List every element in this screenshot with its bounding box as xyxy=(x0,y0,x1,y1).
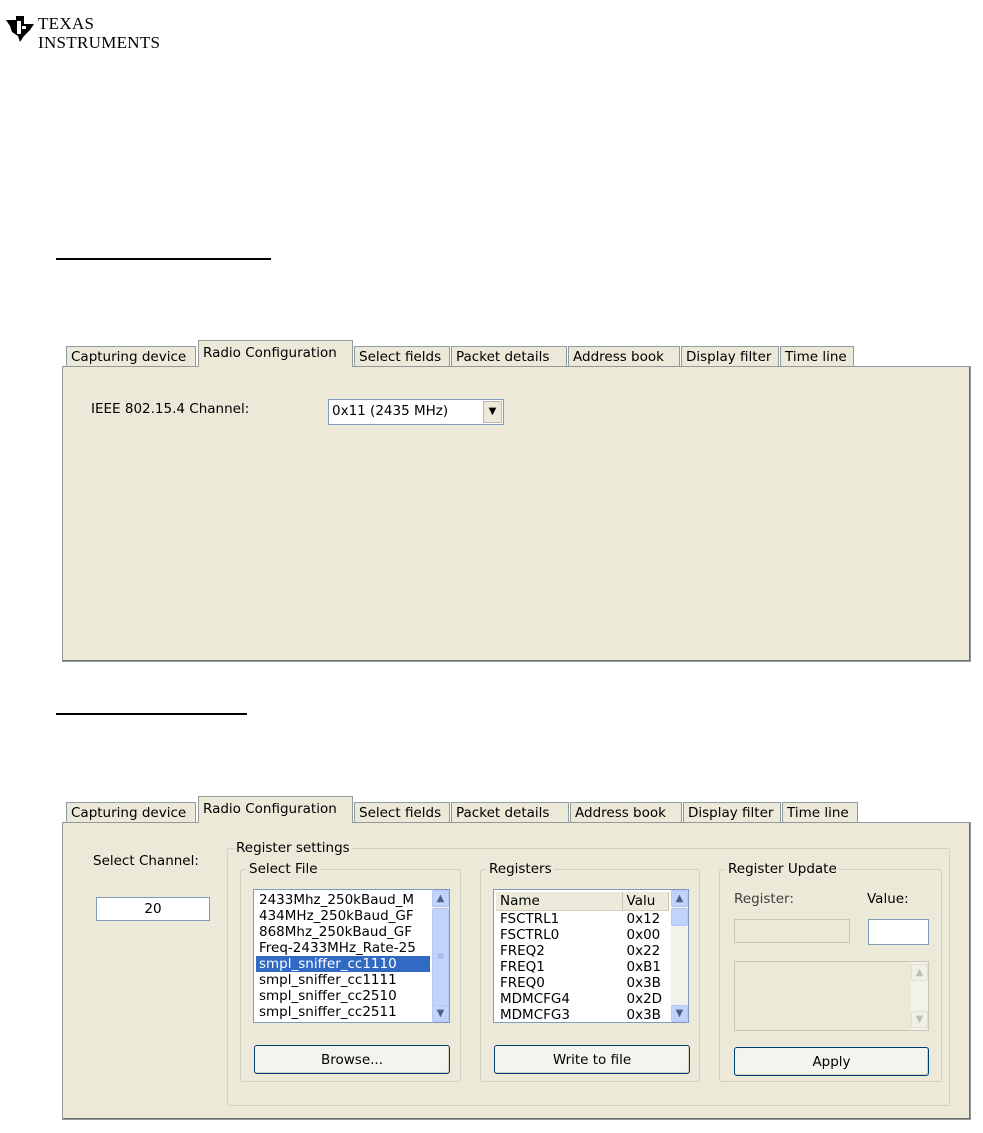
tab-address-book[interactable]: Address book xyxy=(570,802,682,822)
tab-radio-configuration[interactable]: Radio Configuration xyxy=(198,796,353,823)
registers-listview[interactable] xyxy=(493,889,689,1023)
chevron-down-icon: ▼ xyxy=(488,406,497,417)
radio-config-panel-1 xyxy=(62,366,971,662)
scroll-down-icon[interactable]: ▼ xyxy=(671,1005,688,1022)
tab-display-filter[interactable]: Display filter xyxy=(683,802,781,822)
tab-strip-2 xyxy=(64,796,884,822)
scroll-thumb[interactable]: ≡ xyxy=(432,908,449,1006)
register-value-cell: 0x3B xyxy=(626,1007,661,1023)
registers-legend: Registers xyxy=(489,861,552,877)
registers-scrollbar[interactable] xyxy=(671,890,688,1022)
scroll-up-icon: ▲ xyxy=(911,964,928,981)
register-name-cell: FREQ2 xyxy=(500,943,545,959)
logo-line-1: TEXAS xyxy=(38,14,95,33)
file-list-scrollbar[interactable] xyxy=(432,890,449,1022)
write-to-file-button[interactable]: Write to file xyxy=(494,1045,690,1074)
tab-strip-1 xyxy=(64,340,884,366)
tab-display-filter[interactable]: Display filter xyxy=(681,346,779,366)
list-item[interactable]: Freq-2433MHz_Rate-25 xyxy=(259,940,416,956)
tab-radio-configuration[interactable]: Radio Configuration xyxy=(198,340,353,367)
channel-label: IEEE 802.15.4 Channel: xyxy=(91,401,250,417)
register-value-cell: 0x12 xyxy=(626,911,661,927)
list-item[interactable]: smpl_sniffer_cc1110 xyxy=(256,956,430,972)
logo-wordmark xyxy=(38,14,160,52)
register-name-cell: FSCTRL0 xyxy=(500,927,560,943)
register-value-cell: 0x22 xyxy=(626,943,661,959)
table-row[interactable] xyxy=(496,943,669,959)
table-row[interactable] xyxy=(496,959,669,975)
logo-line-2: INSTRUMENTS xyxy=(38,33,161,52)
channel-combobox[interactable] xyxy=(328,399,504,425)
tab-time-line[interactable]: Time line xyxy=(780,346,854,366)
column-header-value[interactable]: Valu xyxy=(623,892,669,910)
tab-select-fields[interactable]: Select fields xyxy=(354,802,450,822)
table-row[interactable] xyxy=(496,1007,669,1023)
list-item[interactable]: 2433Mhz_250kBaud_M xyxy=(259,892,415,908)
registers-table xyxy=(496,892,669,1023)
register-value-cell: 0x2D xyxy=(626,991,663,1007)
scroll-down-icon[interactable]: ▼ xyxy=(432,1005,449,1022)
tab-capturing-device[interactable]: Capturing device xyxy=(66,802,196,822)
table-row[interactable] xyxy=(496,975,669,991)
registers-header xyxy=(496,892,669,911)
register-value-cell: 0xB1 xyxy=(626,959,661,975)
texas-instruments-logo xyxy=(4,10,214,55)
tab-packet-details[interactable]: Packet details xyxy=(451,802,569,822)
list-item[interactable]: smpl_sniffer_cc2510 xyxy=(259,988,397,1004)
scroll-up-icon[interactable]: ▲ xyxy=(671,890,688,907)
list-item[interactable]: smpl_sniffer_cc1111 xyxy=(259,972,397,988)
table-row[interactable] xyxy=(496,911,669,927)
register-name-cell: MDMCFG4 xyxy=(500,991,570,1007)
section-heading-underline-2 xyxy=(56,713,247,715)
registers-rows xyxy=(496,911,669,1023)
table-row[interactable] xyxy=(496,927,669,943)
register-name-cell: MDMCFG3 xyxy=(500,1007,570,1023)
register-name-cell: FREQ0 xyxy=(500,975,545,991)
select-file-legend: Select File xyxy=(249,861,318,877)
tab-packet-details[interactable]: Packet details xyxy=(451,346,567,366)
browse-button[interactable]: Browse... xyxy=(254,1045,450,1074)
apply-button[interactable]: Apply xyxy=(734,1047,929,1076)
tab-address-book[interactable]: Address book xyxy=(568,346,680,366)
ti-logo-icon xyxy=(4,14,36,44)
register-update-legend: Register Update xyxy=(728,861,837,877)
register-name-cell: FREQ1 xyxy=(500,959,545,975)
table-row[interactable] xyxy=(496,991,669,1007)
value-label: Value: xyxy=(867,891,909,907)
channel-dropdown-button[interactable] xyxy=(483,401,502,423)
list-item[interactable]: 868Mhz_250kBaud_GF xyxy=(259,924,413,940)
scroll-thumb[interactable] xyxy=(671,908,688,926)
list-item[interactable]: smpl_sniffer_cc2511 xyxy=(259,1004,397,1020)
textarea-scrollbar xyxy=(911,962,928,1030)
register-settings-legend: Register settings xyxy=(236,840,350,856)
register-name-cell: FSCTRL1 xyxy=(500,911,560,927)
channel-value: 0x11 (2435 MHz) xyxy=(332,403,449,419)
select-channel-label: Select Channel: xyxy=(93,853,199,869)
section-heading-underline-1 xyxy=(56,258,271,260)
scroll-down-icon: ▼ xyxy=(911,1011,928,1028)
register-input xyxy=(734,919,850,943)
scroll-up-icon[interactable]: ▲ xyxy=(432,890,449,907)
tab-capturing-device[interactable]: Capturing device xyxy=(66,346,196,366)
register-value-cell: 0x3B xyxy=(626,975,661,991)
select-channel-input[interactable]: 20 xyxy=(96,897,210,921)
tab-select-fields[interactable]: Select fields xyxy=(354,346,450,366)
select-file-listbox[interactable] xyxy=(253,889,450,1023)
register-value-cell: 0x00 xyxy=(626,927,661,943)
column-header-name[interactable]: Name xyxy=(496,892,623,910)
register-update-textarea xyxy=(734,961,929,1031)
file-list xyxy=(256,892,430,1020)
radio-config-panel-2 xyxy=(62,822,971,1120)
list-item[interactable]: 434MHz_250kBaud_GF xyxy=(259,908,414,924)
value-input[interactable] xyxy=(868,919,929,945)
tab-time-line[interactable]: Time line xyxy=(782,802,858,822)
register-label: Register: xyxy=(734,891,794,907)
